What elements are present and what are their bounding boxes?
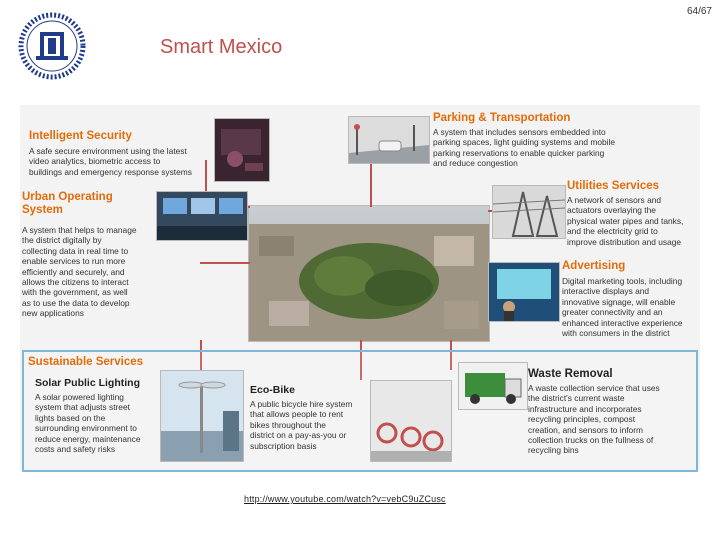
solar-streetlight-photo	[160, 370, 244, 462]
page-number: 64/67	[686, 6, 712, 17]
waste-removal-desc: A waste collection service that uses the district's current waste infrastructure and incorporates recycling principles, compost creation, and sensors to inform collection trucks on the fullness of recycling bins	[528, 383, 660, 456]
sustainable-services-heading: Sustainable Services	[28, 356, 144, 368]
eco-bike-heading: Eco-Bike	[250, 384, 295, 396]
parking-desc: A system that includes sensors embedded into parking spaces, light guiding systems and mobile parking reservations to enable quicker parking and reduce congestion	[433, 127, 616, 169]
bike-station-photo	[370, 380, 452, 462]
advertising-heading: Advertising	[562, 260, 626, 272]
security-camera-photo	[214, 118, 270, 182]
youtube-video-link[interactable]: http://www.youtube.com/watch?v=vebC9uZCusc	[244, 494, 446, 504]
power-grid-photo	[492, 185, 566, 239]
urban-operating-heading: Urban Operating System	[22, 191, 113, 216]
aerial-city-photo	[248, 205, 490, 342]
digital-display-photo	[488, 262, 560, 322]
advertising-desc: Digital marketing tools, including interactive displays and innovative signage, will enable greater connectivity and an enhanced interactive experience with consumers in the district	[562, 276, 683, 339]
waste-removal-heading: Waste Removal	[528, 368, 613, 380]
connector-line	[200, 262, 250, 264]
page-title: Smart Mexico	[160, 36, 283, 58]
solar-lighting-heading: Solar Public Lighting	[35, 377, 140, 389]
utilities-heading: Utilities Services	[567, 180, 660, 192]
intelligent-security-desc: A safe secure environment using the latest video analytics, biometric access to buildings and emergency response systems	[29, 146, 192, 177]
intelligent-security-heading: Intelligent Security	[29, 130, 132, 142]
eco-bike-desc: A public bicycle hire system that allows people to rent bikes throughout the district on a pay-as-you or subscription basis	[250, 399, 353, 451]
institution-logo	[18, 12, 86, 80]
control-room-photo	[156, 191, 248, 241]
solar-lighting-desc: A solar powered lighting system that adjusts street lights based on the surrounding environment to reduce energy, maintenance costs and safety risks	[35, 392, 141, 455]
utilities-desc: A network of sensors and actuators overlaying the physical water pipes and tanks, and the electricity grid to improve distribution and usage	[567, 195, 684, 247]
parking-heading: Parking & Transportation	[433, 112, 571, 124]
garbage-truck-photo	[458, 362, 528, 410]
parking-photo	[348, 116, 430, 164]
urban-operating-desc: A system that helps to manage the district digitally by collecting data in real time to enable services to run more efficiently and securely, and allows the citizens to interact with the government, as well as to use the data to develop new applications	[22, 225, 137, 319]
